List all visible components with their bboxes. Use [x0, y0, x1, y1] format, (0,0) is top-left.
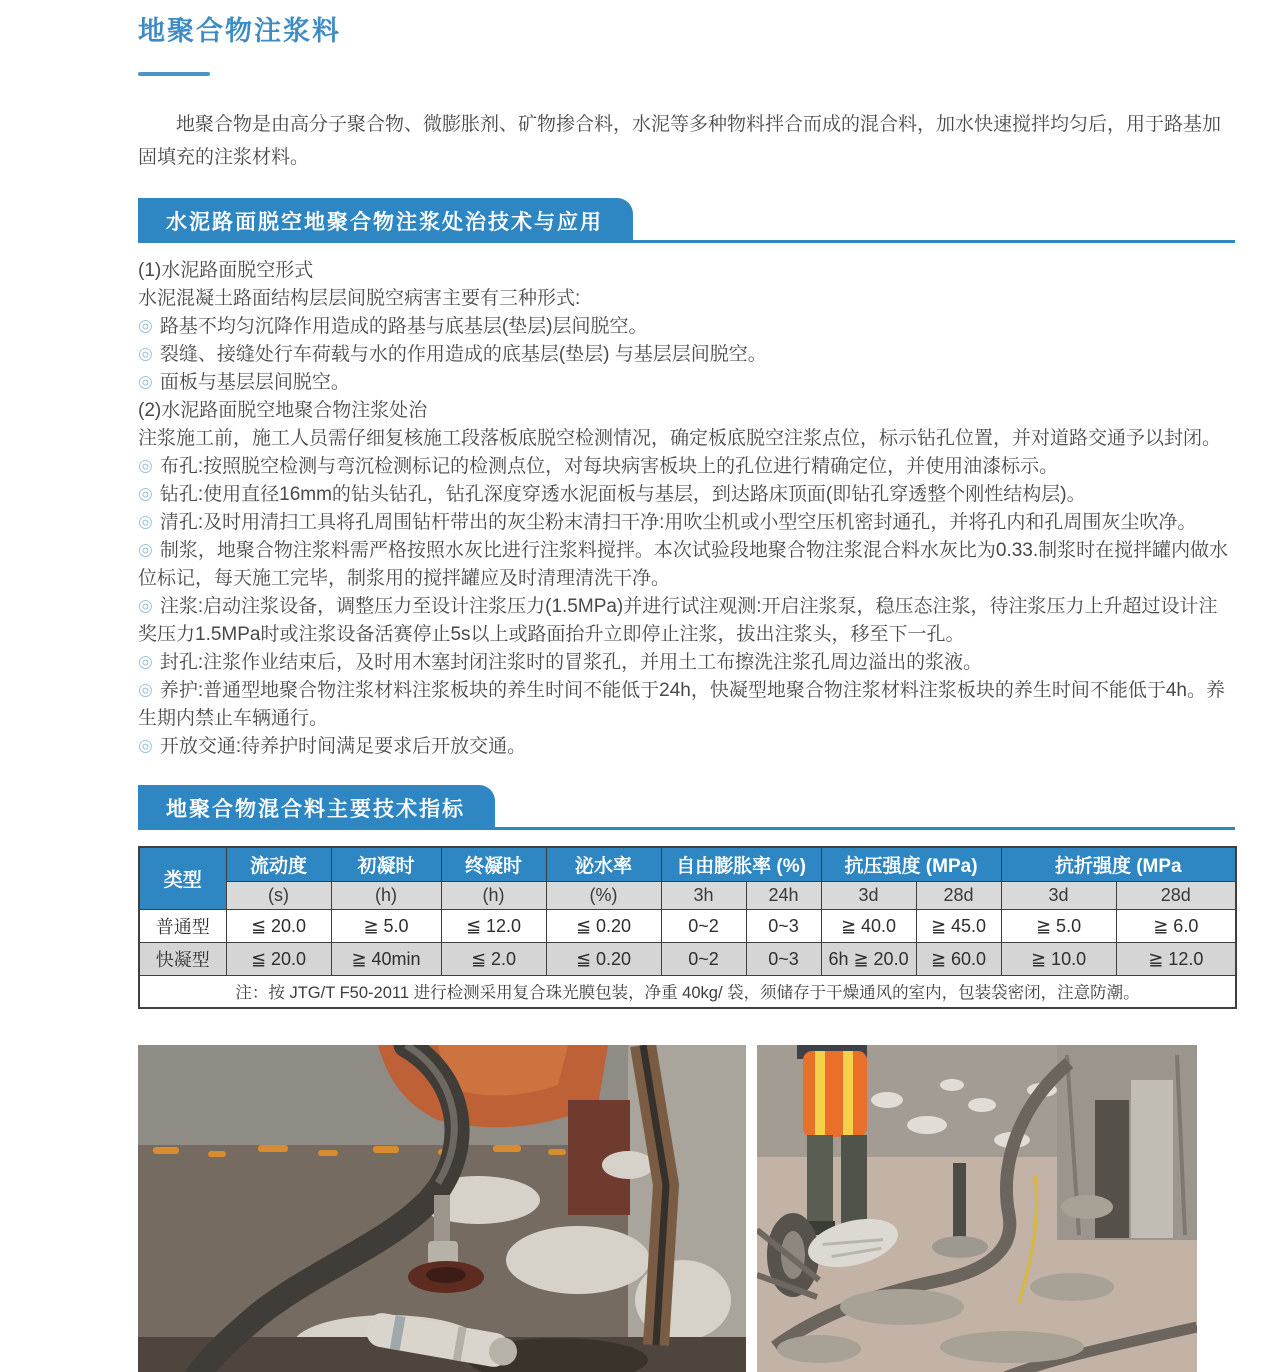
site-photos: [138, 1045, 1235, 1372]
unit-cell: 3h: [661, 882, 746, 910]
value-cell: ≧ 40min: [331, 943, 441, 976]
list-item: ◎ 注浆:启动注浆设备，调整压力至设计注浆压力(1.5MPa)并进行试注观测:开启注浆泵，稳压态注浆，待注浆压力上升超过设计注奖压力1.5MPa时或注浆设备活赛停止5s以上或路面抬升立即停止注浆，拔出注浆头，移至下一孔。: [138, 596, 1218, 645]
value-cell: 0~2: [661, 943, 746, 976]
unit-cell: (h): [441, 882, 546, 910]
ring-bullet-icon: ◎: [138, 316, 153, 335]
column-header-type: 类型: [139, 847, 226, 910]
section-header-rule: [633, 240, 1235, 243]
text-line: 水泥混凝土路面结构层层间脱空病害主要有三种形式:: [138, 288, 581, 309]
unit-cell: (h): [331, 882, 441, 910]
section-header-specs: [138, 785, 1235, 830]
technical-specs-table: [138, 846, 1237, 1009]
unit-cell: 24h: [746, 882, 821, 910]
column-header-group: 抗折强度 (MPa: [1001, 847, 1236, 882]
value-cell: 0~3: [746, 910, 821, 943]
photo-grouting-worksite-equipment: [757, 1045, 1197, 1372]
value-cell: ≧ 5.0: [1001, 910, 1116, 943]
ring-bullet-icon: ◎: [138, 596, 153, 615]
column-header: 泌水率: [546, 847, 661, 882]
value-cell: ≦ 2.0: [441, 943, 546, 976]
value-cell: 0~2: [661, 910, 746, 943]
ring-bullet-icon: ◎: [138, 372, 153, 391]
value-cell: ≧ 5.0: [331, 910, 441, 943]
ring-bullet-icon: ◎: [138, 652, 153, 671]
list-item: ◎ 布孔:按照脱空检测与弯沉检测标记的检测点位，对每块病害板块上的孔位进行精确定位，并使用油漆标示。: [138, 456, 1059, 477]
ring-bullet-icon: ◎: [138, 736, 153, 755]
list-item: ◎ 裂缝、接缝处行车荷载与水的作用造成的底基层(垫层) 与基层层间脱空。: [138, 344, 767, 365]
page-title: 地聚合物注浆料: [138, 16, 341, 46]
table-note: 注：按 JTG/T F50-2011 进行检测采用复合珠光膜包装，净重 40kg/ 袋，须储存于干燥通风的室内，包装袋密闭，注意防潮。: [139, 976, 1236, 1008]
value-cell: ≦ 20.0: [226, 943, 331, 976]
list-item: ◎ 钻孔:使用直径16mm的钻头钻孔，钻孔深度穿透水泥面板与基层，到达路床顶面(即钻孔穿透整个刚性结构层)。: [138, 484, 1086, 505]
unit-cell: 28d: [1116, 882, 1236, 910]
title-underline-dash: [138, 72, 210, 76]
list-item: ◎ 开放交通:待养护时间满足要求后开放交通。: [138, 736, 527, 757]
column-header: 初凝时: [331, 847, 441, 882]
list-item: ◎ 制浆，地聚合物注浆料需严格按照水灰比进行注浆料搅拌。本次试验段地聚合物注浆混合料水灰比为0.33.制浆时在搅拌罐内做水位标记，每天施工完毕，制浆用的搅拌罐应及时清理清洗干净。: [138, 540, 1229, 589]
column-header: 终凝时: [441, 847, 546, 882]
value-cell: ≧ 10.0: [1001, 943, 1116, 976]
unit-cell: 3d: [1001, 882, 1116, 910]
unit-cell: (s): [226, 882, 331, 910]
column-header: 流动度: [226, 847, 331, 882]
column-header-group: 抗压强度 (MPa): [821, 847, 1001, 882]
value-cell: ≧ 60.0: [916, 943, 1001, 976]
table-row-normal-type: [139, 910, 1236, 943]
value-cell: ≦ 20.0: [226, 910, 331, 943]
ring-bullet-icon: ◎: [138, 456, 153, 475]
ring-bullet-icon: ◎: [138, 540, 153, 559]
document-page: [138, 0, 1235, 1372]
value-cell: ≧ 40.0: [821, 910, 916, 943]
ring-bullet-icon: ◎: [138, 484, 153, 503]
value-cell: 6h ≧ 20.0: [821, 943, 916, 976]
table-row-fast-set-type: [139, 943, 1236, 976]
row-type-cell: 快凝型: [139, 943, 226, 976]
section-header-rule: [495, 827, 1235, 830]
list-item: ◎ 封孔:注浆作业结束后，及时用木塞封闭注浆时的冒浆孔，并用土工布擦洗注浆孔周边溢出的浆液。: [138, 652, 983, 673]
table-header-row: [139, 847, 1236, 882]
text-line: (2)水泥路面脱空地聚合物注浆处治: [138, 400, 428, 421]
ring-bullet-icon: ◎: [138, 512, 153, 531]
table-note-row: [139, 976, 1236, 1008]
value-cell: ≧ 45.0: [916, 910, 1001, 943]
section-header-technology: [138, 198, 1235, 243]
ring-bullet-icon: ◎: [138, 680, 153, 699]
column-header-group: 自由膨胀率 (%): [661, 847, 821, 882]
table-units-row: [139, 882, 1236, 910]
section-header-label: 水泥路面脱空地聚合物注浆处治技术与应用: [138, 198, 633, 243]
value-cell: ≧ 6.0: [1116, 910, 1236, 943]
text-line: (1)水泥路面脱空形式: [138, 260, 314, 281]
value-cell: ≦ 0.20: [546, 910, 661, 943]
list-item: ◎ 面板与基层层间脱空。: [138, 372, 350, 393]
photo-grouting-hose-on-pavement: [138, 1045, 746, 1372]
value-cell: ≦ 12.0: [441, 910, 546, 943]
unit-cell: (%): [546, 882, 661, 910]
text-line: 注浆施工前，施工人员需仔细复核施工段落板底脱空检测情况，确定板底脱空注浆点位，标示钻孔位置，并对道路交通予以封闭。: [138, 428, 1222, 449]
intro-paragraph: 地聚合物是由高分子聚合物、微膨胀剂、矿物掺合料，水泥等多种物料拌合而成的混合料，加水快速搅拌均匀后，用于路基加固填充的注浆材料。: [138, 114, 1222, 168]
unit-cell: 3d: [821, 882, 916, 910]
unit-cell: 28d: [916, 882, 1001, 910]
list-item: ◎ 清孔:及时用清扫工具将孔周围钻杆带出的灰尘粉末清扫干净:用吹尘机或小型空压机密封通孔，并将孔内和孔周围灰尘吹净。: [138, 512, 1197, 533]
value-cell: ≧ 12.0: [1116, 943, 1236, 976]
value-cell: 0~3: [746, 943, 821, 976]
list-item: ◎ 路基不均匀沉降作用造成的路基与底基层(垫层)层间脱空。: [138, 316, 648, 337]
row-type-cell: 普通型: [139, 910, 226, 943]
value-cell: ≦ 0.20: [546, 943, 661, 976]
ring-bullet-icon: ◎: [138, 344, 153, 363]
technology-text-blocks: [138, 257, 1235, 761]
list-item: ◎ 养护:普通型地聚合物注浆材料注浆板块的养生时间不能低于24h，快凝型地聚合物注浆材料注浆板块的养生时间不能低于4h。养生期内禁止车辆通行。: [138, 680, 1225, 729]
section-header-label: 地聚合物混合料主要技术指标: [138, 785, 495, 830]
